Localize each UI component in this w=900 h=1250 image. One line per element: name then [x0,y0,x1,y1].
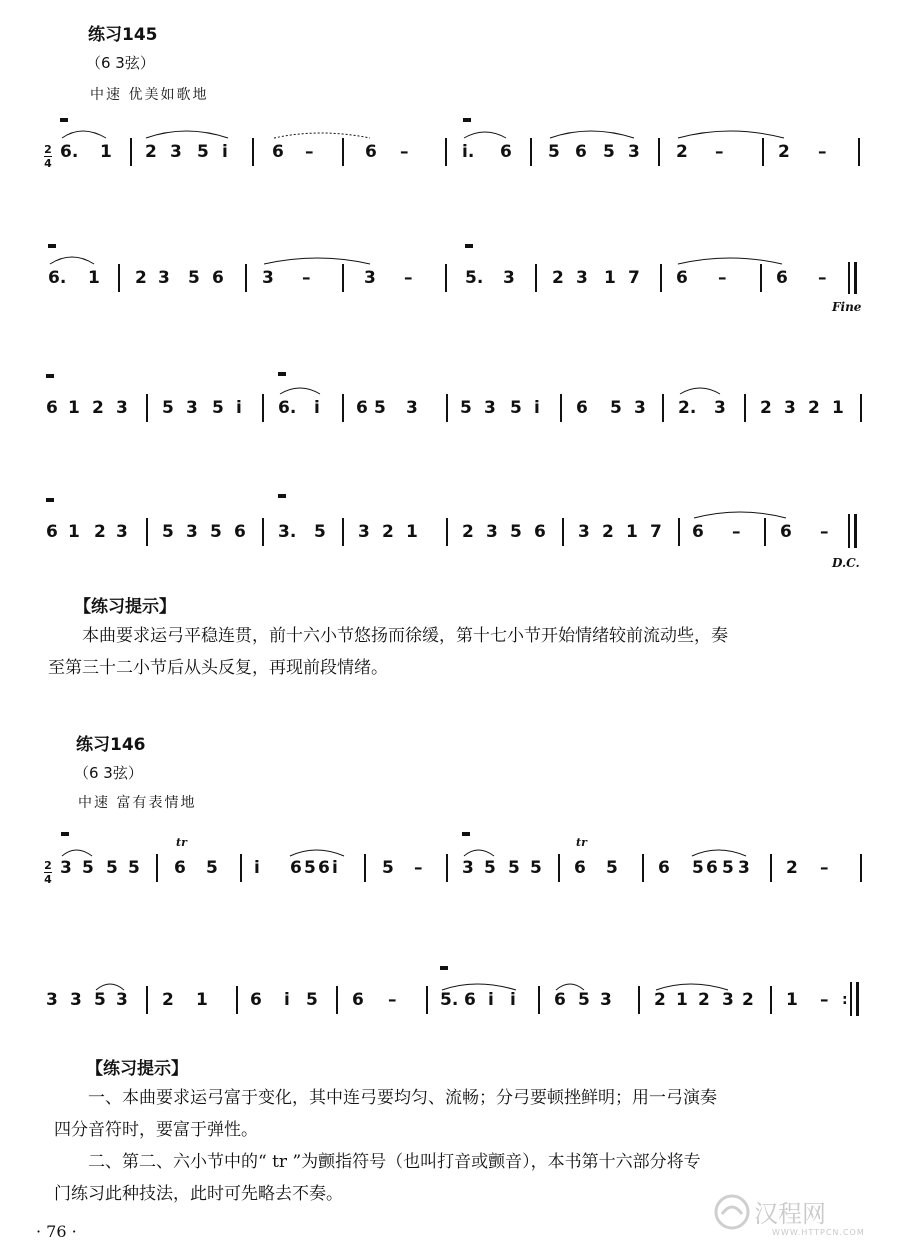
note: 1 [832,398,844,418]
note: 6. [278,398,297,418]
tips-145-line: 至第三十二小节后从头反复，再现前段情绪。 [48,658,388,678]
note: i [236,398,242,418]
watermark-url: WWW.HTTPCN.COM [772,1228,865,1237]
note: 5 [162,398,174,418]
note: – [732,522,741,542]
note: 6 [500,142,512,162]
note: 1 [88,268,100,288]
note: 1 [676,990,688,1010]
note: 2 [602,522,614,542]
slur-marks [0,490,900,530]
note: 6 [290,858,302,878]
note: 2 [698,990,710,1010]
note: 3 [186,522,198,542]
note: 6. [48,268,67,288]
note: 6 [318,858,330,878]
note: 1 [406,522,418,542]
dc-mark: D.C. [832,556,860,570]
note: 5 [374,398,386,418]
note: 6 [272,142,284,162]
note: 3 [116,398,128,418]
note: 5 [578,990,590,1010]
note: i [488,990,494,1010]
repeat-dots: : [842,992,848,1008]
note: 3 [60,858,72,878]
note: 5 [530,858,542,878]
tips-146-heading: 【练习提示】 [86,1059,188,1079]
slur-marks [0,962,900,1002]
note: 3 [406,398,418,418]
note: 3 [784,398,796,418]
note: 3. [278,522,297,542]
note: 2 [786,858,798,878]
note: 3 [634,398,646,418]
note: 7 [650,522,662,542]
exercise-146-title: 练习146 [76,735,146,755]
note: 3 [170,142,182,162]
note: 5 [210,522,222,542]
note: 3 [484,398,496,418]
note: 5 [197,142,209,162]
tips-145-heading: 【练习提示】 [74,597,176,617]
trill-mark: tr [176,836,187,849]
note: – [818,268,827,288]
note: 2 [94,522,106,542]
exercise-145-tempo: 中速 优美如歌地 [90,87,209,103]
note: 3 [46,990,58,1010]
note: – [718,268,727,288]
note: 6 [212,268,224,288]
note: 5 [212,398,224,418]
note: 3 [600,990,612,1010]
note: 2 [760,398,772,418]
note: 6 [676,268,688,288]
note: 2 [654,990,666,1010]
note: 2 [145,142,157,162]
note: i. [462,142,475,162]
tips-145-body [48,620,878,684]
note: 6 [534,522,546,542]
note: 6 [174,858,186,878]
slur-marks [0,110,900,150]
note: 3 [714,398,726,418]
exercise-145-strings: （6 3弦） [86,54,155,72]
note: 5 [548,142,560,162]
note: 5 [606,858,618,878]
note: 6 [46,522,58,542]
exercise-145-title: 练习145 [88,25,158,45]
note: – [715,142,724,162]
note: – [818,142,827,162]
note: 6 [250,990,262,1010]
note: 1 [626,522,638,542]
note: 6 [574,858,586,878]
note: 3 [186,398,198,418]
note: 5 [82,858,94,878]
note: 5 [510,398,522,418]
note: 3 [364,268,376,288]
note: 3 [358,522,370,542]
note: 5 [188,268,200,288]
note: i [254,858,260,878]
note: 5 [162,522,174,542]
tips-146-line: 门练习此种技法，此时可先略去不奏。 [54,1184,343,1204]
note: 6 [46,398,58,418]
note: 6 [706,858,718,878]
note: 2. [678,398,697,418]
note: 1 [100,142,112,162]
note: 5 [304,858,316,878]
note: – [400,142,409,162]
slur-marks [0,366,900,406]
note: 5 [206,858,218,878]
note: i [534,398,540,418]
note: 2 [808,398,820,418]
note: 3 [486,522,498,542]
note: 1 [604,268,616,288]
note: 2 [382,522,394,542]
note: 2 [462,522,474,542]
note: 5 [106,858,118,878]
note: 5 [692,858,704,878]
note: 5 [484,858,496,878]
note: 5 [510,522,522,542]
note: 5 [94,990,106,1010]
note: i [510,990,516,1010]
note: – [404,268,413,288]
note: 3 [628,142,640,162]
watermark-text: 汉程网 [754,1200,826,1228]
exercise-146-strings: （6 3弦） [74,764,143,782]
note: 2 [778,142,790,162]
trill-mark: tr [576,836,587,849]
note: 5 [603,142,615,162]
note: 5 [722,858,734,878]
note: – [388,990,397,1010]
note: 1 [786,990,798,1010]
note: 3 [116,522,128,542]
note: – [414,858,423,878]
time-signature: 2 4 [44,143,52,170]
time-signature: 2 4 [44,859,52,886]
note: i [314,398,320,418]
note: 6 [692,522,704,542]
exercise-146-tempo: 中速 富有表情地 [78,795,197,811]
note: – [820,990,829,1010]
note: 2 [162,990,174,1010]
note: i [332,858,338,878]
tips-146-body [54,1082,884,1210]
note: 6 [658,858,670,878]
note: 5. [440,990,459,1010]
note: 6 [780,522,792,542]
note: 2 [552,268,564,288]
note: 3 [738,858,750,878]
fine-mark: Fine [832,300,862,314]
note: 3 [262,268,274,288]
note: 6 [464,990,476,1010]
note: 6 [365,142,377,162]
note: 3 [462,858,474,878]
note: – [302,268,311,288]
note: – [820,522,829,542]
note: 6 [234,522,246,542]
note: 3 [116,990,128,1010]
note: 5 [306,990,318,1010]
note: 6 [776,268,788,288]
note: i [284,990,290,1010]
slur-marks [0,828,900,868]
note: 1 [68,522,80,542]
note: i [222,142,228,162]
note: 2 [92,398,104,418]
note: 2 [676,142,688,162]
note: 5 [382,858,394,878]
note: 7 [628,268,640,288]
note: 2 [742,990,754,1010]
tips-146-line: 一、本曲要求运弓富于变化，其中连弓要均匀、流畅；分弓要顿挫鲜明；用一弓演奏 [88,1088,717,1108]
slur-marks [0,236,900,276]
note: 5 [460,398,472,418]
note: 5 [128,858,140,878]
note: 3 [503,268,515,288]
note: 3 [576,268,588,288]
note: 2 [135,268,147,288]
note: 3 [578,522,590,542]
note: – [305,142,314,162]
note: 3 [722,990,734,1010]
page-number: · 76 · [36,1222,77,1241]
tips-145-line: 本曲要求运弓平稳连贯，前十六小节悠扬而徐缓，第十七小节开始情绪较前流动些，奏 [82,626,728,646]
note: 5 [610,398,622,418]
note: 3 [70,990,82,1010]
note: 6 [576,398,588,418]
note: 5. [465,268,484,288]
note: 3 [158,268,170,288]
tips-146-line: 四分音符时，要富于弹性。 [54,1120,258,1140]
note: 6 [352,990,364,1010]
note: 6 [575,142,587,162]
note: 1 [68,398,80,418]
tips-146-line: 二、第二、六小节中的“ tr ”为颤指符号（也叫打音或颤音），本书第十六部分将专 [88,1152,701,1172]
note: 5 [314,522,326,542]
note: 6 [554,990,566,1010]
note: 1 [196,990,208,1010]
note: – [820,858,829,878]
note: 6 [356,398,368,418]
note: 6. [60,142,79,162]
note: 5 [508,858,520,878]
watermark-logo-icon [712,1192,752,1232]
